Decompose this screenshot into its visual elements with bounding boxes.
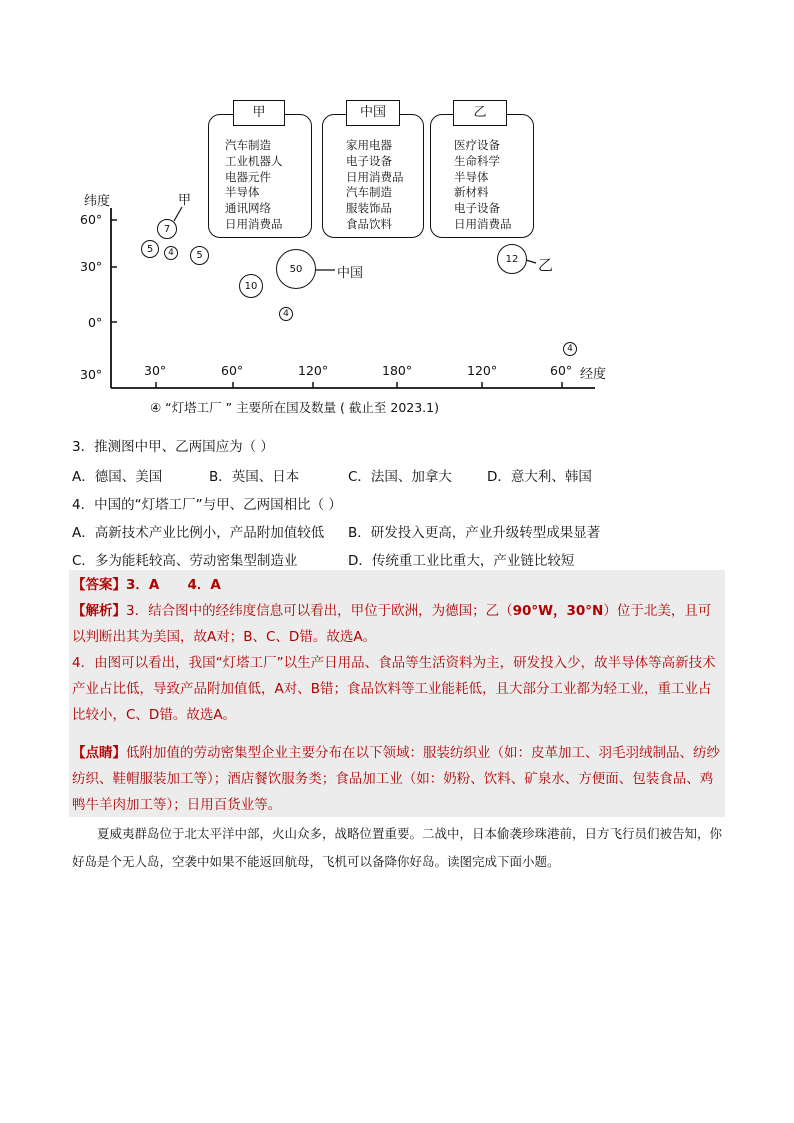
- question-4-stem: 4．中国的“灯塔工厂”与甲、乙两国相比（ ）: [72, 497, 342, 513]
- list-item: 半导体: [225, 185, 260, 200]
- y-tick-label: 30°: [80, 259, 103, 274]
- analysis-text-b: ）位于北美，且可以判断出其为美国，故A对；B、C、D错。故选A。: [72, 603, 712, 645]
- country-circle-jia: 7: [157, 219, 177, 239]
- list-item: 服装饰品: [346, 201, 392, 216]
- x-tick-label: 120°: [467, 363, 498, 378]
- list-item: 生命科学: [454, 153, 500, 168]
- option-b: B．英国、日本: [209, 469, 300, 485]
- circle-label-yi: 乙: [538, 256, 554, 274]
- tip-paragraph: [72, 740, 724, 818]
- country-circle-yi: 12: [497, 244, 527, 274]
- box-jia-title: 甲: [233, 100, 285, 126]
- box-china-list: [346, 138, 404, 233]
- circle-label-china: 中国: [337, 266, 364, 281]
- country-circle: 4: [563, 342, 577, 356]
- figure-caption: ④ “灯塔工厂 ” 主要所在国及数量 ( 截止至 2023.1): [150, 400, 439, 415]
- x-tick-label: 180°: [382, 363, 413, 378]
- analysis-paragraph-1: [72, 598, 724, 650]
- x-tick-label: 120°: [298, 363, 329, 378]
- tip-tag: 【点睛】: [72, 745, 126, 761]
- analysis-paragraph-2: 4．由图可以看出，我国“灯塔工厂”以生产日用品、食品等生活资料为主，研发投入少，故半导体等高新技术产业占比低，导致产品附加值低，A对、B错；食品饮料等工业能耗低，且大部分工业都为轻工业，重工业占比较小，C、D错。故选A。: [72, 655, 716, 723]
- list-item: 日用消费品: [346, 169, 404, 184]
- option-a: A．高新技术产业比例小，产品附加值较低: [72, 525, 325, 541]
- x-axis-label: 经度: [580, 367, 607, 382]
- y-tick-label: 0°: [88, 315, 103, 330]
- list-item: 汽车制造: [346, 185, 392, 200]
- option-c: C．多为能耗较高、劳动密集型制造业: [72, 553, 298, 569]
- analysis-coordinate: 90°W，30°N: [512, 603, 604, 619]
- lighthouse-factory-figure: [70, 90, 630, 420]
- box-yi-list: [454, 138, 512, 233]
- list-item: 电子设备: [454, 201, 500, 216]
- list-item: 日用消费品: [225, 216, 283, 231]
- y-tick-label: 30°: [80, 367, 103, 382]
- analysis-tag: 【解析】: [72, 603, 126, 619]
- list-item: 日用消费品: [454, 216, 512, 231]
- list-item: 电子设备: [346, 153, 392, 168]
- list-item: 医疗设备: [454, 138, 500, 152]
- x-tick-label: 30°: [144, 363, 167, 378]
- list-item: 电器元件: [225, 169, 271, 184]
- country-circle-china: 50: [276, 249, 316, 289]
- box-jia-list: [225, 138, 283, 233]
- country-circle: 5: [141, 240, 159, 258]
- question-3-stem: 3．推测图中甲、乙两国应为（ ）: [72, 439, 274, 455]
- circle-label-jia: 甲: [178, 193, 192, 208]
- option-b: B．研发投入更高，产业升级转型成果显著: [348, 525, 601, 541]
- country-circle: 4: [279, 307, 293, 321]
- list-item: 新材料: [454, 185, 489, 200]
- tip-text: 低附加值的劳动密集型企业主要分布在以下领域：服装纺织业（如：皮革加工、羽毛羽绒制品、纺纱纺织、鞋帽服装加工等）；酒店餐饮服务类；食品加工业（如：奶粉、饮料、矿泉水、方便面、包装食品、鸡鸭牛羊肉加工等）；日用百货业等。: [72, 745, 720, 813]
- x-tick-label: 60°: [550, 363, 573, 378]
- option-c: C．法国、加拿大: [348, 469, 452, 485]
- list-item: 半导体: [454, 169, 489, 184]
- option-d: D．意大利、韩国: [487, 469, 592, 485]
- answer-line: [72, 572, 724, 598]
- y-tick-label: 60°: [80, 212, 103, 227]
- list-item: 家用电器: [346, 138, 392, 152]
- list-item: 通讯网络: [225, 201, 271, 216]
- y-axis-label: 纬度: [84, 194, 111, 209]
- list-item: 汽车制造: [225, 138, 271, 152]
- country-circle: 10: [239, 274, 263, 298]
- answer-tag: 【答案】: [72, 577, 126, 593]
- reading-passage: 夏威夷群岛位于北太平洋中部，火山众多，战略位置重要。二战中，日本偷袭珍珠港前，日方飞行员们被告知，你好岛是个无人岛，空袭中如果不能返回航母，飞机可以备降你好岛。读图完成下面小题。: [72, 826, 723, 869]
- list-item: 工业机器人: [225, 153, 283, 168]
- box-yi-title: 乙: [453, 100, 507, 126]
- option-a: A．德国、美国: [72, 469, 163, 485]
- country-circle: 4: [164, 246, 178, 260]
- box-china-title: 中国: [346, 100, 400, 126]
- list-item: 食品饮料: [346, 216, 392, 231]
- answer-text: 3．A 4．A: [126, 577, 221, 593]
- analysis-text-a: 3．结合图中的经纬度信息可以看出，甲位于欧洲，为德国；乙（: [126, 603, 513, 619]
- x-tick-label: 60°: [221, 363, 244, 378]
- option-d: D．传统重工业比重大，产业链比较短: [348, 553, 575, 569]
- country-circle: 5: [190, 246, 209, 265]
